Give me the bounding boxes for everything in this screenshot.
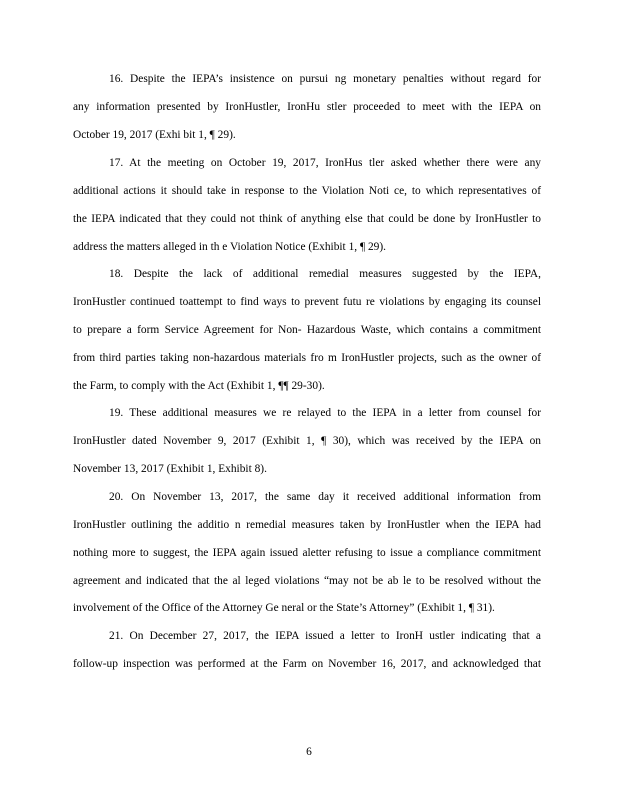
- paragraph-18-line-4: from third parties taking non-hazardous materials fro m IronHustler projects, such as the owner of: [73, 352, 541, 364]
- paragraph-21-line-2: follow-up inspection was performed at the Farm on November 16, 2017, and acknowledged that: [73, 658, 541, 670]
- paragraph-17-line-3: the IEPA indicated that they could not think of anything else that could be done by IronHustler to: [73, 213, 541, 225]
- paragraph-16-line-1: 16. Despite the IEPA’s insistence on pursui ng monetary penalties without regard for: [109, 73, 541, 85]
- paragraph-18-line-2: IronHustler continued toattempt to find ways to prevent futu re violations by engaging its counsel: [73, 296, 541, 308]
- page-number: 6: [306, 746, 312, 758]
- paragraph-21-line-1: 21. On December 27, 2017, the IEPA issued a letter to IronH ustler indicating that a: [109, 630, 541, 642]
- paragraph-19-line-2: IronHustler dated November 9, 2017 (Exhibit 1, ¶ 30), which was received by the IEPA on: [73, 435, 541, 447]
- paragraph-20-line-2: IronHustler outlining the additio n remedial measures taken by IronHustler when the IEPA had: [73, 519, 541, 531]
- paragraph-16-line-3: October 19, 2017 (Exhi bit 1, ¶ 29).: [73, 129, 236, 141]
- paragraph-19-line-3: November 13, 2017 (Exhibit 1, Exhibit 8).: [73, 463, 267, 475]
- paragraph-18-line-5: the Farm, to comply with the Act (Exhibit 1, ¶¶ 29-30).: [73, 380, 325, 392]
- paragraph-16-line-2: any information presented by IronHustler, IronHu stler proceeded to meet with the IEPA on: [73, 101, 541, 113]
- paragraph-18-line-1: 18. Despite the lack of additional remedial measures suggested by the IEPA,: [109, 268, 541, 280]
- paragraph-20-line-4: agreement and indicated that the al leged violations “may not be ab le to be resolved without the: [73, 575, 541, 587]
- paragraph-20-line-1: 20. On November 13, 2017, the same day it received additional information from: [109, 491, 541, 503]
- paragraph-17-line-1: 17. At the meeting on October 19, 2017, IronHus tler asked whether there were any: [109, 157, 541, 169]
- paragraph-18-line-3: to prepare a form Service Agreement for Non- Hazardous Waste, which contains a commitment: [73, 324, 541, 336]
- paragraph-17-line-2: additional actions it should take in response to the Violation Noti ce, to which representatives of: [73, 185, 541, 197]
- paragraph-20-line-5: involvement of the Office of the Attorney Ge neral or the State’s Attorney” (Exhibit 1, ¶ 31).: [73, 602, 495, 614]
- paragraph-20-line-3: nothing more to suggest, the IEPA again issued aletter refusing to issue a compliance commitment: [73, 547, 541, 559]
- paragraph-19-line-1: 19. These additional measures we re relayed to the IEPA in a letter from counsel for: [109, 407, 541, 419]
- paragraph-17-line-4: address the matters alleged in th e Violation Notice (Exhibit 1, ¶ 29).: [73, 241, 387, 253]
